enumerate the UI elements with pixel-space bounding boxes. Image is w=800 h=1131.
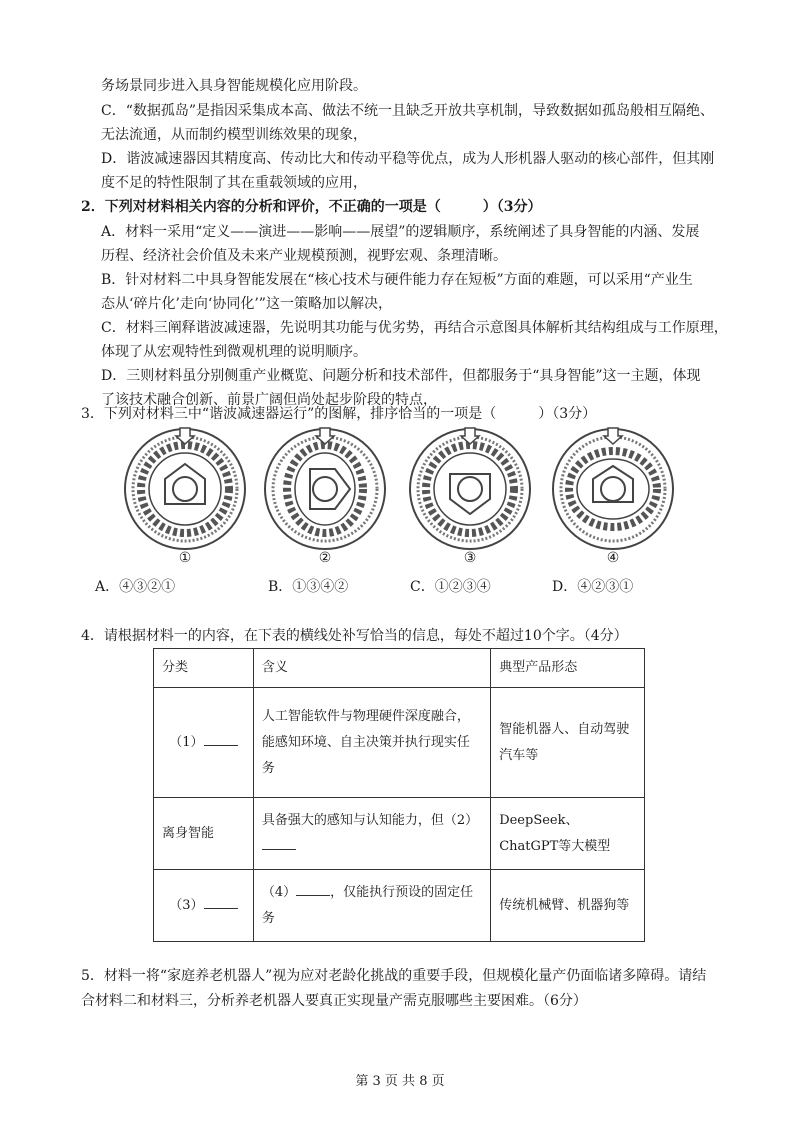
cell-text: 具备强大的感知与认知能力，但（2） [261, 812, 479, 828]
table-cell-product: 传统机械臂、机器狗等 [491, 870, 645, 942]
q3-option-c[interactable]: C．①②③④ [410, 579, 491, 595]
gear-figure-1 [120, 424, 250, 574]
harmonic-gear-icon [405, 424, 535, 554]
figure-label: ① [178, 550, 192, 566]
figure-label: ④ [606, 550, 620, 566]
table-row [154, 798, 645, 870]
table-row [154, 688, 645, 798]
table-cell-category [154, 870, 254, 942]
q2-option-c-line1: C．材料三阐释谐波减速器，先说明其功能与优劣势，再结合示意图具体解析其结构组成与工作原理， [101, 320, 728, 336]
answer-blank-4[interactable] [296, 881, 330, 896]
q2-option-d-line2: 了该技术融合创新、前景广阔但尚处起步阶段的特点， [101, 392, 437, 408]
q4-stem: 4．请根据材料一的内容，在下表的横线处补写恰当的信息，每处不超过10个字。（4分） [81, 628, 628, 644]
figure-label: ③ [463, 550, 477, 566]
q1-option-c-line2: 无法流通，从而制约模型训练效果的现象， [101, 127, 367, 143]
q3-stem: 3．下列对材料三中“谐波减速器运行”的图解，排序恰当的一项是（ ）（3分） [81, 406, 597, 422]
page-number-footer: 第 3 页 共 8 页 [355, 1074, 445, 1089]
table-header-cell: 含义 [253, 649, 490, 688]
q3-option-b[interactable]: B．①③④② [268, 579, 349, 595]
table-row [154, 870, 645, 942]
q1-option-c-line1: C．“数据孤岛”是指因采集成本高、做法不统一且缺乏开放共享机制，导致数据如孤岛般相互隔绝、 [101, 103, 715, 119]
table-cell-category [154, 688, 254, 798]
harmonic-gear-icon [260, 424, 390, 554]
table-cell-meaning [253, 870, 490, 942]
q1-option-d-line2: 度不足的特性限制了其在重载领域的应用， [101, 175, 367, 191]
q2-option-b-line1: B．针对材料二中具身智能发展在“核心技术与硬件能力存在短板”方面的难题，可以采用“产业生 [101, 272, 693, 288]
table-cell-meaning: 人工智能软件与物理硬件深度融合，能感知环境、自主决策并执行现实任务 [253, 688, 490, 798]
table-header-cell: 典型产品形态 [491, 649, 645, 688]
harmonic-gear-icon [120, 424, 250, 554]
q2-stem: 2．下列对材料相关内容的分析和评价，不正确的一项是（ ）（3分） [81, 199, 542, 215]
q4-table [153, 648, 645, 942]
q2-option-b-line2: 态从‘碎片化’走向‘协同化’”这一策略加以解决， [101, 296, 392, 312]
answer-blank-2[interactable] [262, 835, 296, 850]
cell-text: ，仅能执行预设的固定任务 [261, 884, 474, 926]
blank-label: （1） [169, 734, 204, 750]
figure-label: ② [318, 550, 332, 566]
table-cell-category: 离身智能 [154, 798, 254, 870]
table-cell-meaning [253, 798, 490, 870]
q2-option-d-line1: D．三则材料虽分别侧重产业概览、问题分析和技术部件，但都服务于“具身智能”这一主题，体现 [101, 368, 701, 384]
gear-figure-4 [548, 424, 678, 574]
gear-figure-2 [260, 424, 390, 574]
blank-label: （3） [169, 897, 204, 913]
answer-blank-3[interactable] [204, 894, 238, 909]
harmonic-reducer-figures [120, 424, 680, 574]
q5-line1: 5．材料一将“家庭养老机器人”视为应对老龄化挑战的重要手段，但规模化量产仍面临诸多障碍。请结 [81, 968, 707, 984]
blank-label: （4） [261, 884, 297, 900]
q2-option-a-line2: 历程、经济社会价值及未来产业规模预测，视野宏观、条理清晰。 [101, 248, 507, 264]
answer-blank-1[interactable] [204, 731, 238, 746]
q1-option-d-line1: D．谐波减速器因其精度高、传动比大和传动平稳等优点，成为人形机器人驱动的核心部件，但其刚 [101, 151, 715, 167]
table-cell-product: DeepSeek、ChatGPT等大模型 [491, 798, 645, 870]
harmonic-gear-icon [548, 424, 678, 554]
table-header-row [154, 649, 645, 688]
q2-option-c-line2: 体现了从宏观特性到微观机理的说明顺序。 [101, 344, 367, 360]
gear-figure-3 [405, 424, 535, 574]
table-cell-product: 智能机器人、自动驾驶汽车等 [491, 688, 645, 798]
table-header-cell: 分类 [154, 649, 254, 688]
q1-option-b-continuation: 务场景同步进入具身智能规模化应用阶段。 [101, 78, 367, 94]
q2-option-a-line1: A．材料一采用“定义——演进——影响——展望”的逻辑顺序，系统阐述了具身智能的内涵、发展 [101, 224, 700, 240]
q3-option-a[interactable]: A．④③②① [95, 579, 176, 595]
q3-option-d[interactable]: D．④②③① [552, 579, 634, 595]
q5-line2: 合材料二和材料三，分析养老机器人要真正实现量产需克服哪些主要困难。（6分） [81, 993, 587, 1009]
